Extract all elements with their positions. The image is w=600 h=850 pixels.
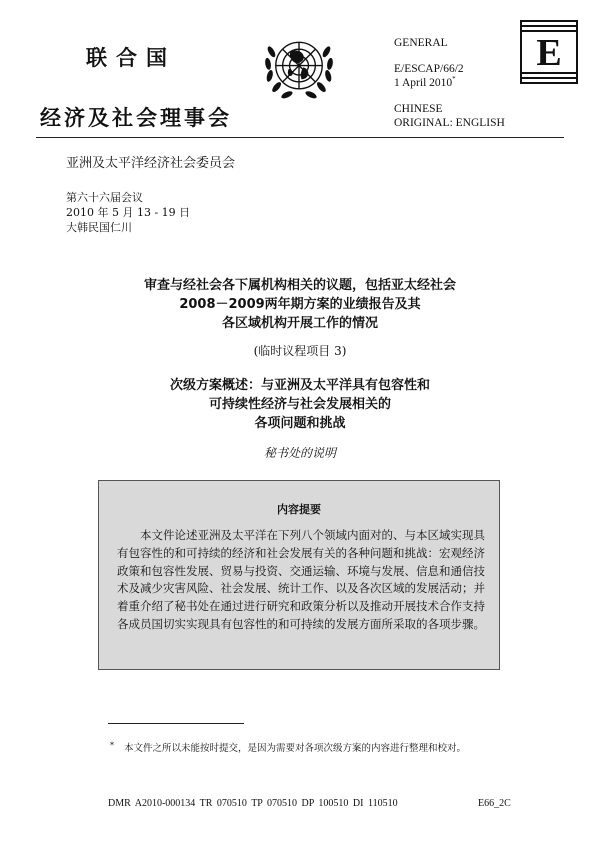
title-line: 审查与经社会各下属机构相关的议题，包括亚太经社会	[143, 278, 456, 293]
title-line: 2008－2009两年期方案的业绩报告及其	[179, 297, 421, 312]
language: CHINESE	[394, 103, 443, 115]
footnote-text: 本文件之所以未能按时提交，是因为需要对各项次级方案的内容进行整理和校对。	[124, 743, 467, 754]
document-title	[40, 276, 560, 333]
header-divider	[36, 137, 564, 138]
document-symbol: E/ESCAP/66/2	[394, 63, 464, 75]
summary-text: 本文件论述亚洲及太平洋在下列八个领域内面对的、与本区域实现具有包容性的和可持续的经济和社会发展有关的各种问题和挑战：宏观经济政策和包容性发展、贸易与投资、交通运输、环境与发展、信息和通信技术及减少灾害风险、社会发展、统计工作、以及各次区域的发展活动；并着重介绍了秘书处在通过进行研究和政策分析以及推动开展技术合作支持各成员国切实实现具有包容性的和可持续的发展方面所采取的各项步骤。	[117, 528, 485, 631]
footnote	[110, 740, 570, 754]
un-emblem-icon	[256, 26, 342, 112]
commission-name: 亚洲及太平洋经济社会委员会	[66, 156, 236, 171]
e-logo-letter: E	[536, 32, 562, 74]
session-dates: 2010 年 5 月 13 - 19 日	[66, 206, 191, 219]
subtitle-line: 次级方案概述：与亚洲及太平洋具有包容性和	[169, 378, 430, 393]
e-logo-icon	[520, 20, 578, 84]
job-number-line: DMR A2010-000134 TR 070510 TP 070510 DP 100510 DI 110510	[108, 798, 398, 809]
session-name: 第六十六届会议	[66, 191, 143, 204]
session-info	[66, 190, 190, 235]
subtitle-line: 各项问题和挑战	[254, 416, 346, 431]
title-line: 各区域机构开展工作的情况	[221, 316, 378, 331]
original-language: ORIGINAL: ENGLISH	[394, 117, 505, 129]
session-place: 大韩民国仁川	[66, 221, 132, 234]
org-name: 联合国	[86, 46, 176, 70]
date-footnote-mark: *	[452, 75, 456, 84]
document-meta	[394, 36, 505, 130]
agenda-item: (临时议程项目 3)	[253, 344, 347, 358]
note-by-secretariat: 秘书处的说明	[263, 446, 336, 460]
summary-heading: 内容提要	[277, 503, 321, 516]
document-date: 1 April 2010*	[394, 75, 456, 89]
footnote-mark: *	[110, 741, 114, 750]
subtitle-line: 可持续性经济与社会发展相关的	[208, 397, 391, 412]
document-subtitle	[40, 376, 560, 433]
council-name: 经济及社会理事会	[40, 106, 232, 130]
distribution: GENERAL	[394, 37, 448, 49]
summary-box	[98, 480, 500, 670]
job-code: E66_2C	[478, 798, 511, 809]
footnote-divider	[108, 723, 244, 724]
